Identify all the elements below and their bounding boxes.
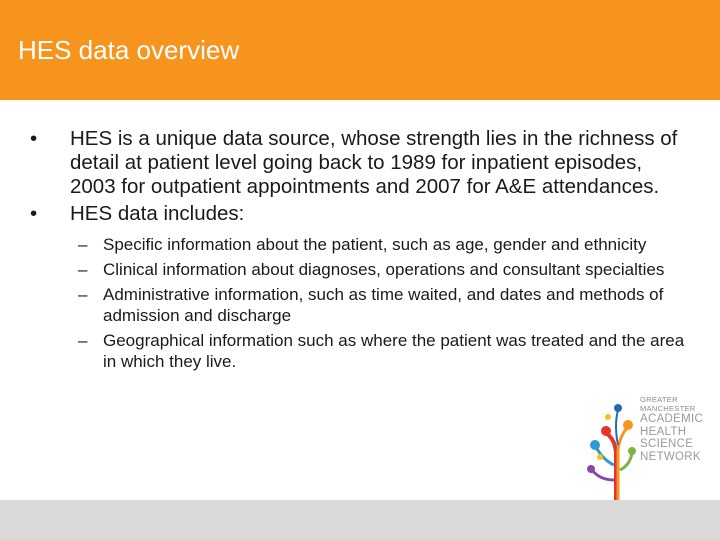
bullet-marker: • [30, 127, 38, 150]
gm-ahsn-logo [578, 395, 708, 505]
bullet-item [30, 202, 690, 226]
sub-bullet-text: Specific information about the patient, such as age, gender and ethnicity [103, 235, 647, 254]
logo-line: ACADEMIC [640, 413, 704, 425]
bullet-item [30, 127, 690, 199]
sub-bullet-item [30, 259, 690, 280]
sub-bullet-item [30, 234, 690, 255]
sub-bullet-item [30, 330, 690, 372]
sub-bullet-text: Administrative information, such as time waited, and dates and methods of admission and discharge [103, 285, 664, 325]
slide-footer-bar [0, 500, 720, 540]
sub-bullet-list [30, 234, 690, 372]
slide-header [0, 0, 720, 100]
sub-bullet-text: Geographical information such as where the patient was treated and the area in which they live. [103, 331, 685, 371]
logo-line: HEALTH [640, 425, 687, 438]
dash-marker: – [78, 285, 88, 304]
logo-line: MANCHESTER [640, 404, 696, 413]
bullet-text: HES data includes: [70, 202, 245, 225]
network-tree-icon [578, 395, 638, 505]
logo-line: GREATER [640, 395, 678, 404]
logo-line: NETWORK [640, 450, 701, 463]
slide-title: HES data overview [18, 35, 240, 65]
bullet-marker: • [30, 202, 38, 225]
dash-marker: – [78, 235, 88, 254]
dash-marker: – [78, 260, 88, 279]
slide-body [30, 127, 690, 376]
bullet-text: HES is a unique data source, whose strength lies in the richness of detail at patient level going back to 1989 for inpatient episodes, 2003 for outpatient appointments and 2007 for A&E attendances. [70, 127, 678, 198]
dash-marker: – [78, 331, 88, 350]
sub-bullet-item [30, 284, 690, 326]
logo-wordmark [640, 395, 703, 463]
logo-line: SCIENCE [640, 438, 694, 450]
sub-bullet-text: Clinical information about diagnoses, operations and consultant specialties [103, 260, 665, 279]
